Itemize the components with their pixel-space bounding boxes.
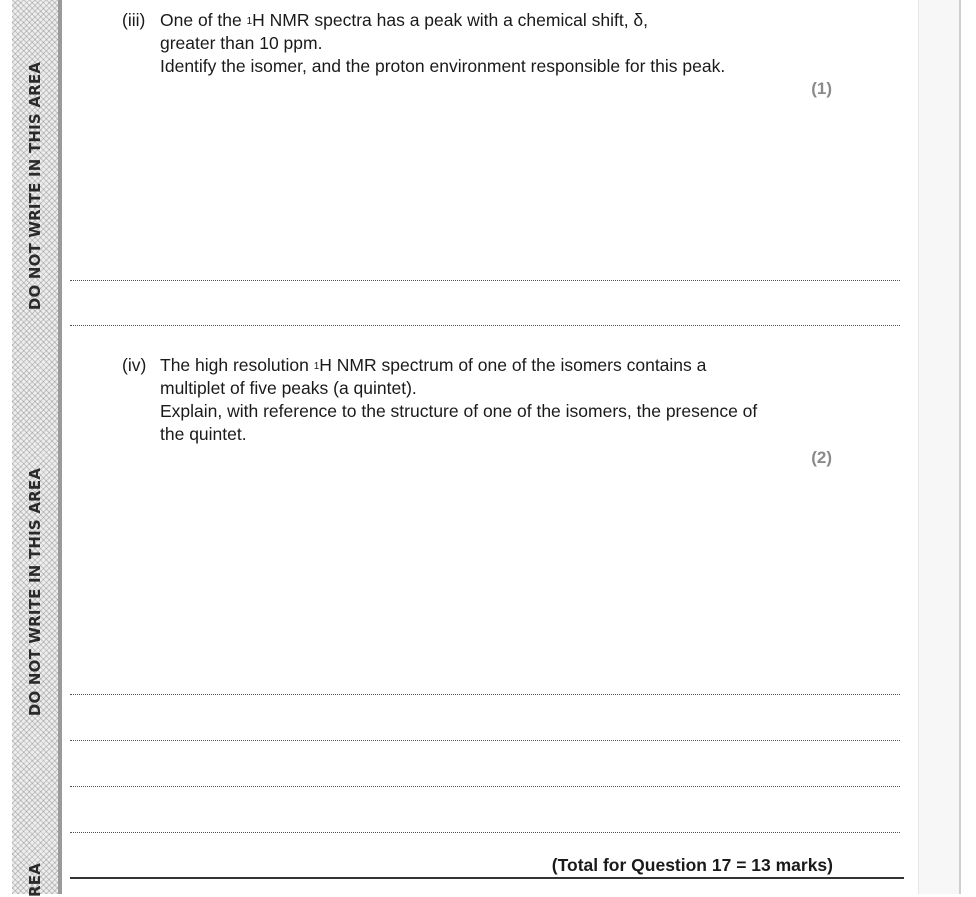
question-iii-text	[160, 9, 725, 78]
question-iv-line-4: the quintet.	[160, 424, 247, 444]
question-iii-line-1-start: One of the	[160, 10, 247, 30]
question-iii-line-1-end: H NMR spectra has a peak with a chemical shift, δ,	[252, 10, 649, 30]
margin-warning-middle: DO NOT WRITE IN THIS AREA	[26, 467, 44, 717]
question-iv	[122, 354, 757, 446]
right-page-edge	[918, 0, 961, 894]
question-iii-line-2: greater than 10 ppm.	[160, 33, 323, 53]
answer-line-iv-2[interactable]	[70, 740, 900, 741]
question-iii-line-1	[160, 9, 725, 32]
question-iii-marks: (1)	[811, 79, 832, 98]
total-divider	[70, 877, 904, 879]
margin-warning-bottom: REA	[26, 862, 44, 897]
question-iv-line-1-end: H NMR spectrum of one of the isomers contains a	[319, 355, 707, 375]
margin-warning-top: DO NOT WRITE IN THIS AREA	[26, 61, 44, 311]
answer-line-iv-4[interactable]	[70, 832, 900, 833]
question-iv-line-2: multiplet of five peaks (a quintet).	[160, 378, 417, 398]
superscript-one: 1	[246, 16, 253, 27]
question-iv-marks: (2)	[811, 448, 832, 467]
question-iii-line-3: Identify the isomer, and the proton environment responsible for this peak.	[160, 56, 726, 76]
question-iv-line-1	[160, 354, 757, 377]
superscript-one: 1	[313, 361, 320, 372]
question-iv-line-1-start: The high resolution	[160, 355, 314, 375]
answer-line-iii-2[interactable]	[70, 325, 900, 326]
answer-line-iii-1[interactable]	[70, 280, 900, 281]
answer-line-iv-3[interactable]	[70, 786, 900, 787]
question-iv-text	[160, 354, 757, 446]
question-iv-number: (iv)	[122, 355, 147, 375]
answer-line-iv-1[interactable]	[70, 694, 900, 695]
question-iii-number: (iii)	[122, 10, 146, 30]
question-iv-line-3: Explain, with reference to the structure of one of the isomers, the presence of	[160, 401, 758, 421]
question-iii	[122, 9, 725, 78]
question-total-marks: (Total for Question 17 = 13 marks)	[551, 855, 833, 875]
